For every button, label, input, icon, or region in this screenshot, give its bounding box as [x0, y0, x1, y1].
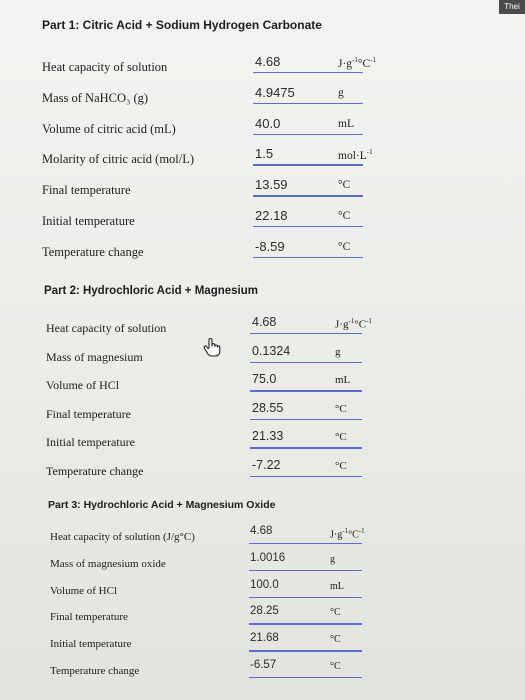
field-label: Heat capacity of solution — [42, 60, 168, 74]
unit-label: $mol\cdot L^{-1}$ — [338, 148, 373, 163]
value-underline — [249, 543, 362, 544]
unit-label: $J\cdot g^{-1}^\circ C^{-1}$ — [330, 527, 365, 541]
field-label: Volume of HCl — [46, 378, 120, 393]
value-underline — [249, 570, 362, 571]
value-underline — [250, 419, 362, 420]
unit-label: °C — [330, 661, 341, 672]
field-value: 13.59 — [255, 177, 288, 193]
value-underline — [250, 476, 362, 477]
unit-label: $J\cdot g^{-1}^\circ C^{-1}$ — [338, 56, 377, 70]
value-underline — [249, 597, 362, 598]
data-row — [0, 177, 525, 207]
field-value: 4.9475 — [255, 84, 295, 100]
field-value: 4.68 — [252, 315, 277, 329]
field-value: 1.0016 — [250, 551, 286, 564]
data-row — [0, 458, 525, 488]
unit-label: °C — [335, 460, 347, 472]
unit-label: °C — [335, 402, 347, 415]
field-label: Temperature change — [46, 464, 144, 478]
value-underline — [250, 362, 362, 363]
field-value: 75.0 — [252, 372, 277, 387]
field-value: 21.68 — [250, 632, 279, 645]
data-row — [0, 372, 525, 402]
field-value: -8.59 — [255, 238, 285, 254]
unit-label: g — [330, 553, 335, 565]
unit-label: °C — [330, 607, 341, 619]
value-underline — [249, 677, 362, 678]
hand-pointer-icon — [203, 338, 221, 363]
value-underline — [253, 226, 363, 227]
part-3-title: Part 3: Hydrochloric Acid + Magnesium Oxide — [48, 499, 276, 511]
field-label: Mass of magnesium oxide — [50, 557, 166, 570]
field-label: Initial temperature — [50, 638, 132, 651]
data-row — [0, 54, 525, 84]
unit-label: mL — [330, 580, 344, 592]
field-label: Volume of citric acid (mL) — [42, 121, 176, 136]
data-row — [0, 146, 525, 176]
data-row — [0, 659, 525, 689]
data-row — [0, 315, 525, 345]
part-1-title: Part 1: Citric Acid + Sodium Hydrogen Carbonate — [42, 18, 322, 32]
unit-label: mL — [335, 374, 351, 387]
field-label: Mass of NaHCO₃ (g) — [42, 90, 149, 105]
field-value: 4.68 — [250, 525, 273, 537]
unit-label: °C — [338, 210, 351, 222]
unit-label: g — [335, 345, 341, 358]
field-value: -7.22 — [252, 458, 281, 472]
corner-tab: Thei — [499, 0, 525, 14]
field-label: Final temperature — [46, 406, 131, 421]
field-value: -6.57 — [250, 659, 277, 671]
field-label: Temperature change — [42, 244, 144, 259]
value-underline — [253, 103, 363, 104]
field-label: Volume of HCl — [50, 584, 118, 597]
unit-label: °C — [338, 240, 351, 253]
field-label: Final temperature — [50, 611, 128, 624]
field-label: Mass of magnesium — [46, 349, 143, 364]
part-2-title: Part 2: Hydrochloric Acid + Magnesium — [44, 285, 258, 297]
field-value: 22.18 — [255, 208, 288, 223]
field-label: Heat capacity of solution — [46, 321, 167, 335]
field-label: Molarity of citric acid (mol/L) — [42, 152, 195, 167]
value-underline — [253, 72, 363, 73]
field-value: 28.25 — [250, 605, 279, 618]
data-row — [0, 429, 525, 459]
value-underline — [249, 623, 362, 624]
unit-label: °C — [338, 179, 351, 192]
field-label: Temperature change — [50, 665, 140, 677]
data-row — [0, 208, 525, 238]
value-underline — [250, 390, 362, 391]
unit-label: °C — [335, 431, 347, 444]
unit-label: $J\cdot g^{-1}^\circ C^{-1}$ — [335, 317, 372, 331]
data-row — [0, 400, 525, 431]
value-underline — [253, 195, 363, 196]
field-value: 100.0 — [250, 578, 279, 591]
data-row — [0, 238, 525, 269]
data-row — [0, 343, 525, 374]
field-label: Initial temperature — [42, 214, 135, 228]
field-value: 28.55 — [252, 400, 284, 415]
value-underline — [253, 134, 363, 135]
unit-label: mL — [338, 117, 354, 130]
field-value: 1.5 — [255, 146, 274, 162]
field-label: Initial temperature — [46, 435, 135, 450]
data-row — [0, 84, 525, 115]
field-value: 0.1324 — [252, 343, 291, 358]
field-value: 4.68 — [255, 54, 281, 69]
value-underline — [249, 650, 362, 651]
unit-label: g — [338, 86, 344, 99]
field-label: Heat capacity of solution (J/g°C) — [50, 531, 195, 543]
data-row — [0, 115, 525, 146]
value-underline — [250, 447, 362, 448]
unit-label: °C — [330, 634, 341, 646]
field-value: 21.33 — [252, 429, 284, 444]
field-label: Final temperature — [42, 183, 131, 198]
value-underline — [253, 257, 363, 258]
value-underline — [250, 333, 362, 334]
field-value: 40.0 — [255, 115, 281, 131]
value-underline — [253, 164, 363, 165]
